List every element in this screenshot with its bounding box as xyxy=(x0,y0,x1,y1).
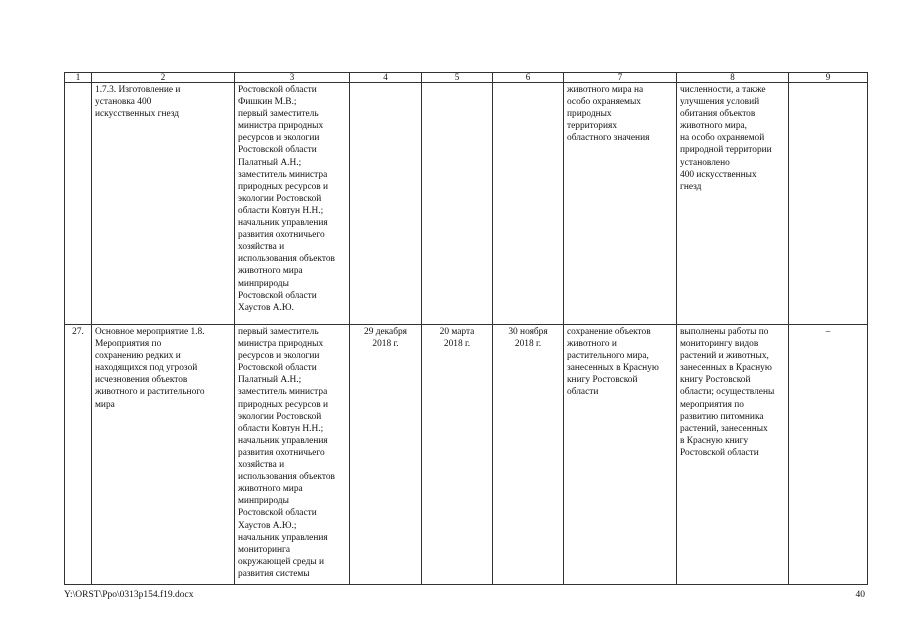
table-row xyxy=(65,83,868,325)
column-number: 4 xyxy=(350,73,422,83)
end-date-cell: 30 ноября 2018 г. xyxy=(493,325,564,585)
planned-result-cell: сохранение объектов животного и растительного мира, занесенных в Красную книгу Ростовской области xyxy=(564,325,677,585)
problems-cell xyxy=(789,83,868,325)
table-row xyxy=(65,325,868,585)
plan-end-date-cell: 29 декабря 2018 г. xyxy=(350,325,422,585)
column-number: 2 xyxy=(92,73,235,83)
responsible-cell: первый заместитель министра природных ресурсов и экологии Ростовской области Палатный А.Н.; заместитель министра природных ресурсов и экологии Ростовской области Ковтун Н.Н.; начальник управления развития охотничьего хозяйства и использования объектов животного мира минприроды Ростовской области Хаустов А.Ю.; начальник управления мониторинга окружающей среды и развития системы xyxy=(235,325,350,585)
column-number: 9 xyxy=(789,73,868,83)
start-date-cell: 20 марта 2018 г. xyxy=(422,325,493,585)
file-path-footer: Y:\ORST\Ppo\0313p154.f19.docx xyxy=(64,590,194,600)
column-number: 3 xyxy=(235,73,350,83)
column-number: 5 xyxy=(422,73,493,83)
actual-result-cell: выполнены работы по мониторингу видов растений и животных, занесенных в Красную книгу Ростовской области; осуществлены мероприятия по развитию питомника растений, занесенных в Красную книгу Ростовской области xyxy=(677,325,789,585)
column-number: 7 xyxy=(564,73,677,83)
responsible-cell: Ростовской области Фишкин М.В.; первый заместитель министра природных ресурсов и экологии Ростовской области Палатный А.Н.; заместитель министра природных ресурсов и экологии Ростовской области Ковтун Н.Н.; начальник управления развития охотничьего хозяйства и использования объектов животного мира минприроды Ростовской области Хаустов А.Ю. xyxy=(235,83,350,325)
column-number-row xyxy=(65,73,868,83)
report-table xyxy=(64,72,868,585)
plan-end-date-cell xyxy=(350,83,422,325)
start-date-cell xyxy=(422,83,493,325)
actual-result-cell: численности, а также улучшения условий обитания объектов животного мира, на особо охраняемой природной территории установлено 400 искусственных гнезд xyxy=(677,83,789,325)
column-number: 1 xyxy=(65,73,92,83)
activity-name-cell: Основное мероприятие 1.8. Мероприятия по сохранению редких и находящихся под угрозой исчезновения объектов животного и растительного мира xyxy=(92,325,235,585)
column-number: 8 xyxy=(677,73,789,83)
end-date-cell xyxy=(493,83,564,325)
row-number-cell xyxy=(65,83,92,325)
page-number: 40 xyxy=(855,590,865,600)
row-number-cell: 27. xyxy=(65,325,92,585)
column-number: 6 xyxy=(493,73,564,83)
planned-result-cell: животного мира на особо охраняемых природных территориях областного значения xyxy=(564,83,677,325)
problems-cell: – xyxy=(789,325,868,585)
activity-name-cell: 1.7.3. Изготовление и установка 400 искусственных гнезд xyxy=(92,83,235,325)
